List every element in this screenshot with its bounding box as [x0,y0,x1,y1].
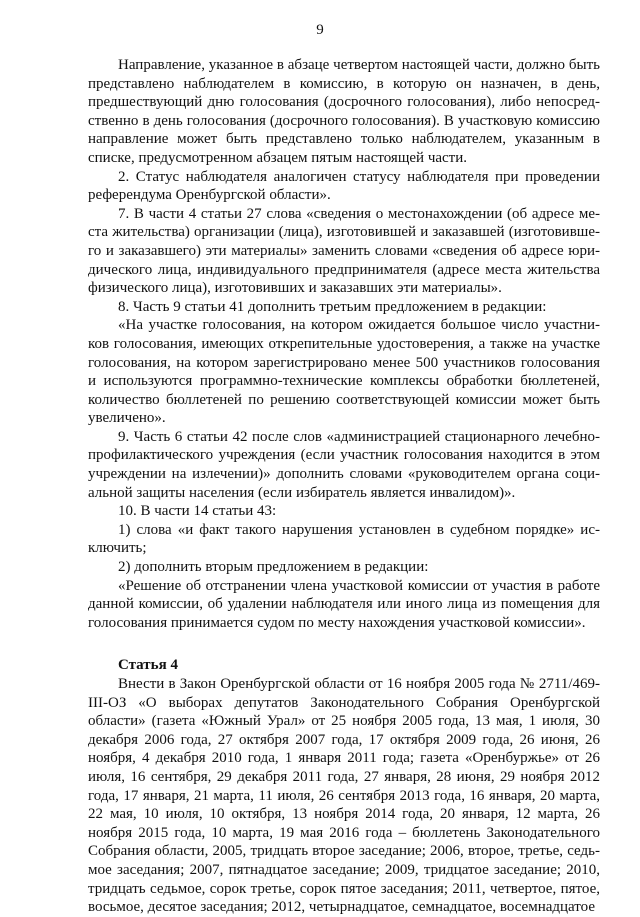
paragraph-observer-status: 2. Статус наблюдателя аналогичен статусу наблюдателя при проведении референдума Оренбургской области». [88,168,600,204]
paragraph-item-10-sub-2: 2) дополнить вторым предложением в редакции: [118,559,429,576]
paragraph-item-10-quote: «Решение об отстранении члена участковой комиссии от участия в работе данной комиссии, об удалении наблюдателя или иного лица из помещения для голосования принимается судом по месту нахождения участковой комиссии». [88,577,600,631]
paragraph-observer-direction: Направление, указанное в абзаце четвертом настоящей части, должно быть представлено наблюдателем в комиссию, в которую он назначен, в день, предшествующий дню голосования (досрочного голосования), либо непосредственно в день голосования (досрочного голосования). В участковую комиссию направление может быть представлено только наблюдателем, указанным в списке, предусмотренном абзацем пятым настоящей части. [88,57,600,166]
paragraph-item-9: 9. Часть 6 статьи 42 после слов «администрацией стационарного лечебно-профилактического учреждения (если участник голосования находится в этом учреждении на излечении)» дополнить словами «руководителем органа социальной защиты населения (если избиратель является инвалидом)». [88,428,600,501]
paragraph-item-8: 8. Часть 9 статьи 41 дополнить третьим предложением в редакции: [118,298,547,315]
paragraph-item-10: 10. В части 14 статьи 43: [118,503,277,520]
paragraph-item-7: 7. В части 4 статьи 27 слова «сведения о местонахождении (об адресе места жительства) организации (лица), изготовившей и заказавшей (изготовившего и заказавшего) эти материалы» заменить словами «сведения об адресе юридического лица, индивидуального предпринимателя (адресе места жительства физического лица), изготовивших и заказавших эти материалы». [88,205,600,297]
page-number: 9 [316,22,324,38]
section-gap [88,632,600,656]
article-heading: Статья 4 [118,657,178,674]
document-body [88,56,600,917]
article-text: Внести в Закон Оренбургской области от 16 ноября 2005 года № 2711/469-III-ОЗ «О выборах депутатов Законодательного Собрания Оренбургской области» (газета «Южный Урал» от 25 ноября 2005 года, 13 мая, 1 июля, 30 декабря 2006 года, 27 октября 2007 года, 17 октября 2009 года, 26 июня, 26 ноября, 4 декабря 2010 года, 1 января 2011 года; газета «Оренбуржье» от 26 июля, 16 сентября, 29 декабря 2011 года, 27 января, 28 июня, 29 ноября 2012 года, 17 января, 21 марта, 11 июля, 26 сентября 2013 года, 16 января, 20 марта, 22 мая, 10 июля, 10 октября, 13 ноября 2014 года, 20 января, 12 марта, 26 ноября 2015 года, 10 марта, 19 мая 2016 года – бюллетень Законодательного Собрания области, 2005, тридцать второе заседание; 2006, второе, третье, седьмое заседания; 2007, пятнадцатое заседание; 2009, тридцатое заседание; 2010, тридцать седьмое, сорок третье, сорок пятое заседания; 2011, четвертое, пятое, восьмое, десятое заседания; 2012, четырнадцатое, семнадцатое, восемнадцатое [88,676,600,916]
paragraph-item-8-quote: «На участке голосования, на котором ожидается большое число участников голосования, имеющих открепительные удостоверения, а также на участке голосования, на котором зарегистрировано менее 500 участников голосования и используются программно-технические комплексы обработки бюллетеней, количество бюллетеней по решению соответствующей комиссии может быть увеличено». [88,317,600,427]
paragraph-item-10-sub-1: 1) слова «и факт такого нарушения установлен в судебном порядке» исключить; [88,521,600,557]
